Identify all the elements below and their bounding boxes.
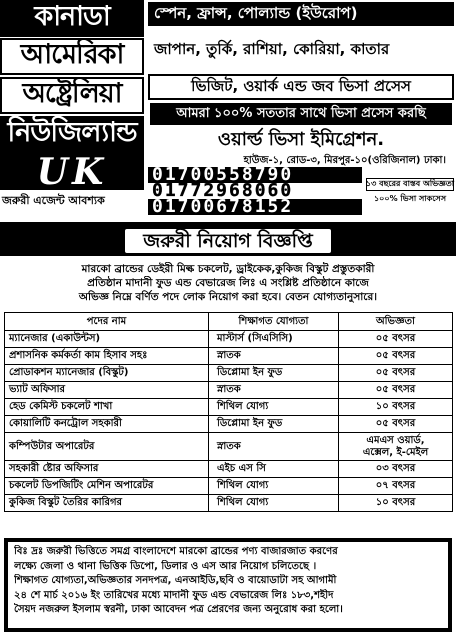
destinations-asia: জাপান, তুর্কি, রাশিয়া, কোরিয়া, কাতার [148, 38, 454, 62]
table-row [5, 399, 453, 416]
honesty-banner: আমরা ১০০% সততার সাথে ভিসা প্রসেস করছি [150, 103, 452, 125]
destinations-europe: স্পেন, ফ্রান্স, পোল্যান্ড (ইউরোপ) [148, 2, 454, 26]
footer-line: শিক্ষাগত যোগ্যতা,অভিজ্ঞতার সনদপত্র, এনআইডি,ছবি ও বায়োডাটা সহ আগামী [14, 575, 337, 586]
phone-number: 01700558790 [148, 167, 362, 183]
header-post: পদের নাম [5, 313, 209, 331]
experience-cell: ০৭ বৎসর [339, 478, 453, 495]
table-row [5, 461, 453, 478]
qualification-cell: ডিপ্লোমা ইন ফুড [209, 365, 339, 382]
qualification-cell: শিথিল যোগ্য [209, 495, 339, 512]
notice-title: জরুরী নিয়োগ বিজ্ঞপ্তি [125, 229, 331, 253]
table-row [5, 331, 453, 348]
experience-line: এক্সেল, ই-মেইল [362, 446, 429, 458]
header-qualification: শিক্ষাগত যোগ্যতা [209, 313, 339, 331]
qualification-cell: স্নাতক [209, 433, 339, 461]
footer-note [8, 542, 448, 628]
post-cell: হেড কেমিস্ট চকলেট শাখা [5, 399, 209, 416]
post-cell: কোয়ালিটি কনট্রোল সহকারী [5, 416, 209, 433]
footer-line: লক্ষ্যে জেলা ও থানা ভিত্তিক ডিপো, ডিলার ও এস আর নিয়োগ চলিতেছে । [14, 560, 317, 572]
experience-cell: ০৫ বৎসর [339, 348, 453, 365]
experience-line: এমএস ওয়ার্ড, [366, 434, 425, 446]
table-row [5, 348, 453, 365]
success-badge: ১০০% ভিসা সাকসেস [373, 194, 447, 203]
experience-cell: ০৩ বৎসর [339, 461, 453, 478]
table-row [5, 495, 453, 512]
agent-needed: জরুরী এজেন্ট আবশ্যক [2, 194, 105, 207]
country-australia: অষ্ট্রেলিয়া [0, 77, 144, 114]
experience-badge: ১৩ বছরের বাস্তব অভিজ্ঞতা [366, 178, 454, 191]
experience-cell [339, 433, 453, 461]
qualification-cell: স্নাতক [209, 382, 339, 399]
intro-line: প্রতিষ্ঠান মাদানী ফুড এন্ড বেভারেজ লিঃ এ সংশ্লিষ্ট প্রতিষ্ঠানে কাজে [87, 277, 369, 289]
table-row [5, 382, 453, 399]
company-name: ওয়ার্ল্ড ভিসা ইমিগ্রেশন. [217, 128, 385, 150]
intro-line: অভিজ্ঞ নিম্নে বর্ণিত পদে লোক নিয়োগ করা হবে। বেতন যোগ্যতানুসারে। [78, 291, 378, 303]
company-address: হাউজ-১, রোড-৩, মিরপুর-১০(ওরিজিনাল) ঢাকা। [243, 155, 446, 166]
post-cell: কম্পিউটার অপারেটর [5, 433, 209, 461]
table-row [5, 478, 453, 495]
country-canada: কানাডা [0, 0, 144, 37]
experience-cell: ১০ বৎসর [339, 399, 453, 416]
post-cell: প্রশাসনিক কর্মকর্তা কাম হিসাব সহঃ [5, 348, 209, 365]
phone-number: 01772968060 [148, 183, 362, 199]
header-experience: অভিজ্ঞতা [339, 313, 453, 331]
post-cell: ম্যানেজার (একাউন্টস) [5, 331, 209, 348]
experience-cell: ০৫ বৎসর [339, 382, 453, 399]
notice-intro [8, 262, 448, 304]
table-row [5, 365, 453, 382]
phone-number: 01700678152 [148, 199, 362, 215]
country-new-zealand: নিউজিল্যান্ড [0, 116, 144, 153]
qualification-cell: শিথিল যোগ্য [209, 399, 339, 416]
phone-list [148, 167, 362, 215]
footer-line: সৈয়দ নজরুল ইসলাম স্বরনী, ঢাকা আবেদন পত্র প্রেরণের জন্য অনুরোধ করা হলো। [14, 604, 343, 615]
visa-process-banner: ভিজিট, ওয়ার্ক এন্ড জব ভিসা প্রসেস [148, 74, 454, 100]
footer-line: ২৪ শে মার্চ ২০১৬ ইং তারিখের মধ্যে মাদানী ফুড এন্ড বেভারেজ লিঃ ১৮৩,শহীদ [14, 589, 334, 601]
table-header-row [5, 313, 453, 331]
qualification-cell: ডিপ্লোমা ইন ফুড [209, 416, 339, 433]
qualification-cell: এইচ এস সি [209, 461, 339, 478]
footer-note-box [4, 538, 452, 632]
visa-advertisement [0, 0, 456, 216]
notice-title-bar [0, 226, 456, 256]
footer-line: বিঃ দ্রঃ জরুরী ভিত্তিতে সমগ্র বাংলাদেশে মারকো ব্রান্ডের পণ্য বাজারজাত করণের [14, 546, 338, 557]
intro-line: মারকো ব্রান্ডের ডেইরী মিল্ক চকলেট, ড্রাইকেক,কুকিজ বিস্কুট প্রস্তুতকারী [81, 263, 375, 275]
post-cell: প্রোডাকশন ম্যানেজার (বিস্কুট) [5, 365, 209, 382]
vacancy-table [4, 312, 453, 512]
experience-cell: ০৫ বৎসর [339, 331, 453, 348]
country-list [0, 0, 144, 190]
post-cell: কুকিজ বিস্কুট তৈরির কারিগর [5, 495, 209, 512]
experience-cell: ১০ বৎসর [339, 495, 453, 512]
experience-cell: ০৫ বৎসর [339, 365, 453, 382]
post-cell: সহকারী ষ্টোর অফিসার [5, 461, 209, 478]
country-america: আমেরিকা [0, 38, 144, 75]
table-row [5, 433, 453, 461]
qualification-cell: শিথিল যোগ্য [209, 478, 339, 495]
post-cell: ভ্যাট অফিসার [5, 382, 209, 399]
qualification-cell: স্নাতক [209, 348, 339, 365]
country-uk: UK [0, 153, 144, 190]
table-row [5, 416, 453, 433]
post-cell: চকলেট ডিপজিটিং মেশিন অপারেটর [5, 478, 209, 495]
experience-cell: ০৫ বৎসর [339, 416, 453, 433]
qualification-cell: মাস্টার্স (সিএসিসি) [209, 331, 339, 348]
